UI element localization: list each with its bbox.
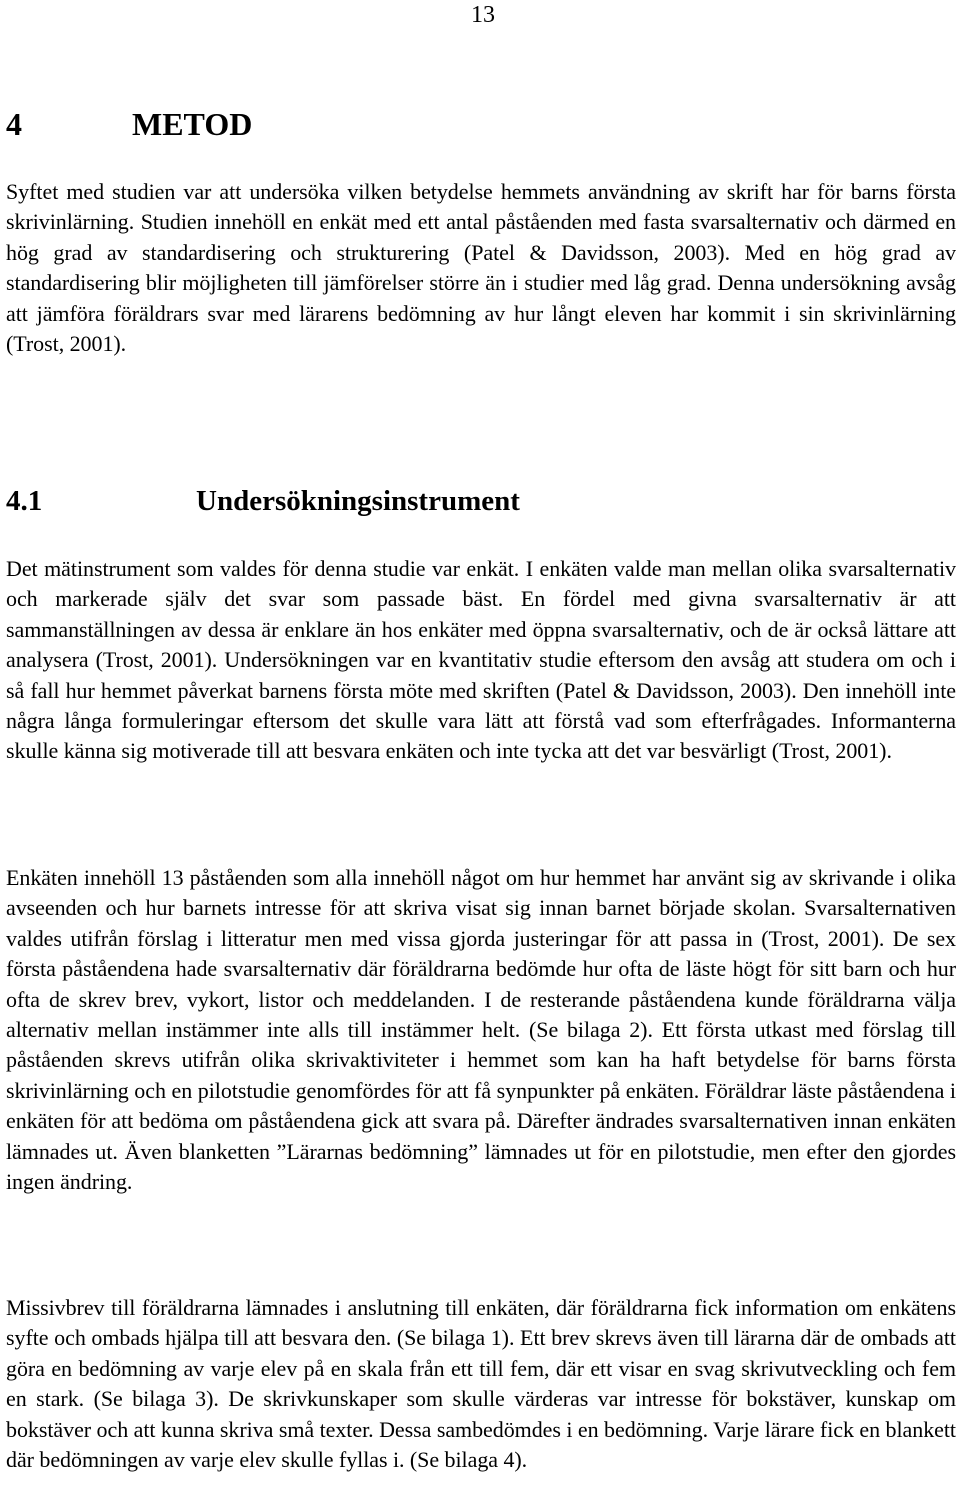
- section-heading: [6, 483, 520, 519]
- section-paragraph-1: Det mätinstrument som valdes för denna studie var enkät. I enkäten valde man mellan olika svarsalternativ och markerade själv det svar som passade bäst. En fördel med givna svarsalternativ är att sammanställningen av dessa är enklare än hos enkäter med öppna svarsalternativ, och de är också lättare att analysera (Trost, 2001). Undersökningen var en kvantitativ studie eftersom den avsåg att studera om och i så fall hur hemmet påverkat barnens första möte med skriften (Patel & Davidsson, 2003). Den innehöll inte några långa formuleringar eftersom det skulle vara lätt att förstå vad som efterfrågades. Informanterna skulle känna sig motiverade till att besvara enkäten och inte tycka att det var besvärligt (Trost, 2001).: [6, 556, 956, 764]
- chapter-intro-paragraph: Syftet med studien var att undersöka vilken betydelse hemmets användning av skrift har för barns första skrivinlärning. Studien innehöll en enkät med ett antal påståenden med fasta svarsalternativ och därmed en hög grad av standardisering och strukturering (Patel & Davidsson, 2003). Med en hög grad av standardisering blir möjligheten till jämförelser större än i studier med låg grad. Denna undersökning avsåg att jämföra föräldrars svar med lärarens bedömning av hur långt eleven har kommit i sin skrivinlärning (Trost, 2001).: [6, 179, 956, 357]
- chapter-number: 4: [6, 106, 22, 142]
- page-number: 13: [471, 2, 495, 28]
- section-paragraph-3: Missivbrev till föräldrarna lämnades i anslutning till enkäten, där föräldrarna fick information om enkätens syfte och ombads hjälpa till att besvara den. (Se bilaga 1). Ett brev skrevs även till lärarna där de ombads att göra en bedömning av varje elev på en skala från ett till fem, där ett visar en svag skrivutveckling och fem en stark. (Se bilaga 3). De skrivkunskaper som skulle värderas var intresse för bokstäver, kunskap om bokstäver och att kunna skriva små texter. Dessa sambedömdes i en bedömning. Varje lärare fick en blankett där bedömningen av varje elev skulle fyllas i. (Se bilaga 4).: [6, 1295, 956, 1473]
- section-paragraph-2: Enkäten innehöll 13 påståenden som alla innehöll något om hur hemmet har använt sig av skrivande i olika avseenden och hur barnets intresse för att skriva visat sig innan barnet började skolan. Svarsalternativen valdes utifrån förslag i litteratur men med vissa gjorda justeringar för att passa in (Trost, 2001). De sex första påståendena hade svarsalternativ där föräldrarna bedömde hur ofta de läste högt för sitt barn och hur ofta de skrev brev, vykort, listor och meddelanden. I de resterande påståendena kunde föräldrarna välja alternativ mellan instämmer inte alls till instämmer helt. (Se bilaga 2). Ett första utkast med förslag till påståenden skrevs utifrån olika skrivaktiviteter i hemmet som kan ha haft betydelse för barns första skrivinlärning och en pilotstudie genomfördes för att få synpunkter på enkäten. Föräldrar läste påståendena i enkäten för att bedöma om påståendena gick att svara på. Därefter ändrades svarsalternativen innan enkäten lämnades ut. Även blanketten ”Lärarnas bedömning” lämnades ut för en pilotstudie, men efter den gjordes ingen ändring.: [6, 865, 956, 1195]
- chapter-title: METOD: [132, 106, 253, 142]
- section-number: 4.1: [6, 485, 43, 517]
- chapter-heading: [6, 104, 252, 144]
- section-title: Undersökningsinstrument: [196, 485, 520, 517]
